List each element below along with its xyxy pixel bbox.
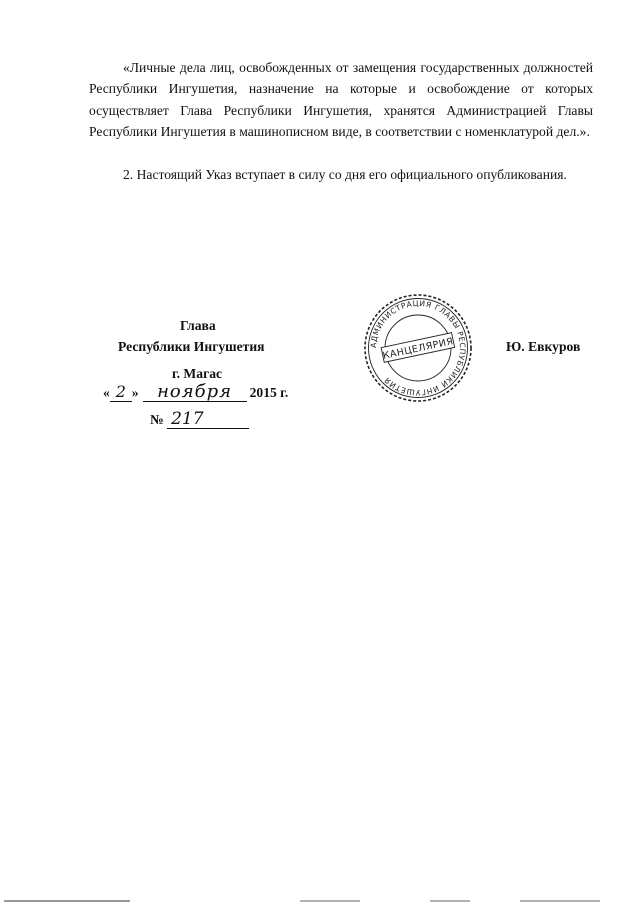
body-paragraph-2: 2. Настоящий Указ вступает в силу со дня его официального опубликования. xyxy=(123,167,567,182)
body-paragraph-1: «Личные дела лиц, освобожденных от замещения государственных должностей Республики Ингушетия, назначение на которые и освобождение от которых осуществляет Глава Республики Ингушетия, хранятся Администрацией Главы Республики Ингушетия в машинописном виде, в соответствии с номенклатурой дел.». xyxy=(89,60,593,140)
signatory-title-line1: Глава xyxy=(180,318,216,333)
office-stamp-seal xyxy=(362,292,474,404)
signatory-title-line2: Республики Ингушетия xyxy=(118,339,265,354)
stamp-center-text: КАНЦЕЛЯРИЯ xyxy=(381,336,455,362)
page-bottom-scan-edge xyxy=(0,900,640,902)
document-number-line xyxy=(150,410,249,429)
date-day-handwritten: 2 xyxy=(110,383,132,402)
date-line xyxy=(103,383,288,402)
date-month-handwritten: ноября xyxy=(143,383,247,402)
date-close-quote: » xyxy=(131,385,139,400)
stamp-outer-text: АДМИНИСТРАЦИЯ ГЛАВЫ РЕСПУБЛИКИ ИНГУШЕТИЯ xyxy=(368,298,468,398)
document-number-handwritten: 217 xyxy=(167,410,249,429)
number-sign: № xyxy=(150,412,164,427)
place-of-signing: г. Магас xyxy=(172,366,223,381)
date-open-quote: « xyxy=(103,385,110,400)
date-year: 2015 г. xyxy=(249,385,289,400)
signatory-name: Ю. Евкуров xyxy=(506,339,581,354)
